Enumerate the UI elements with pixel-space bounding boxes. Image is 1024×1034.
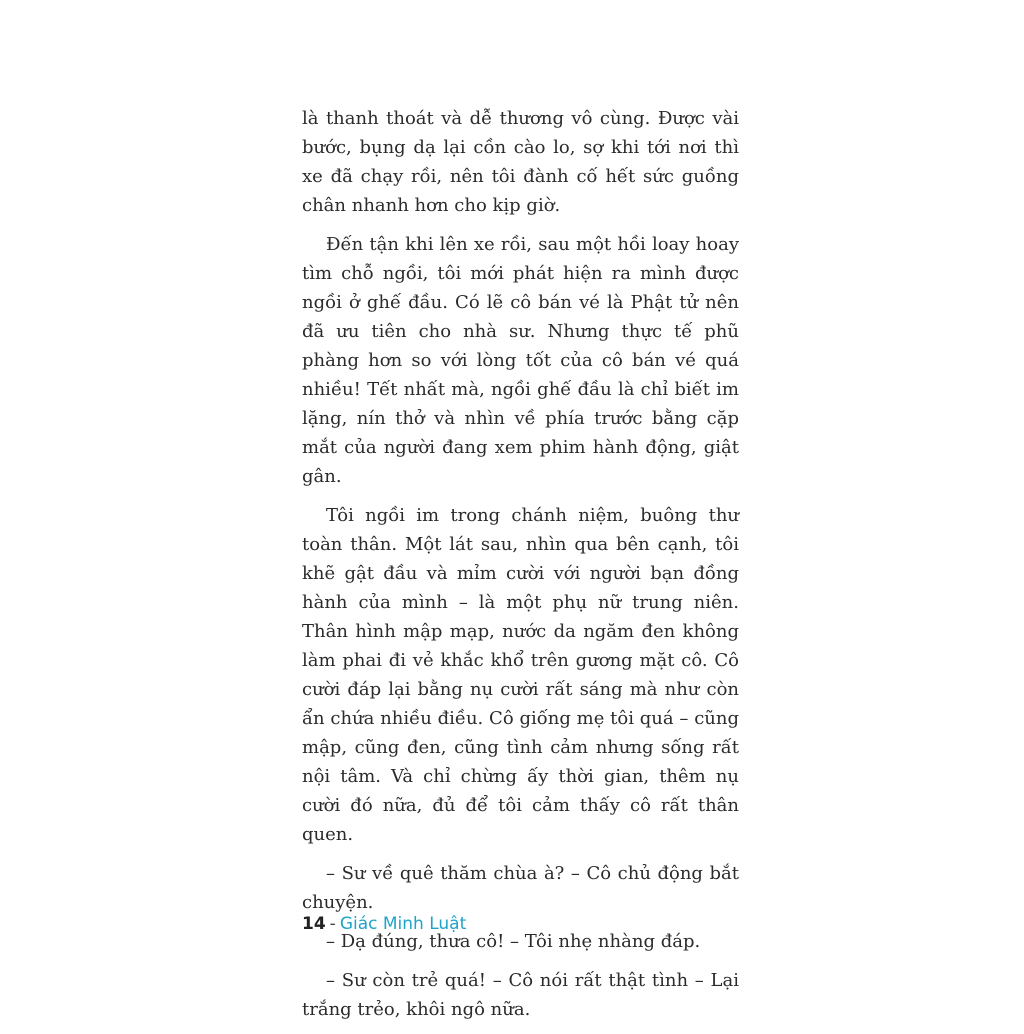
page-footer — [302, 912, 466, 936]
footer-separator: - — [329, 914, 336, 934]
dialogue-line-2: – Dạ đúng, thưa cô! – Tôi nhẹ nhàng đáp. — [326, 931, 701, 952]
paragraph-2: Đến tận khi lên xe rồi, sau một hồi loay hoay tìm chỗ ngồi, tôi mới phát hiện ra mình được ngồi ở ghế đầu. Có lẽ cô bán vé là Phật tử nên đã ưu tiên cho nhà sư. Nhưng thực tế phũ phàng hơn so với lòng tốt của cô bán vé quá nhiều! Tết nhất mà, ngồi ghế đầu là chỉ biết im lặng, nín thở và nhìn về phía trước bằng cặp mắt của người đang xem phim hành động, giật gân. — [302, 234, 739, 487]
page-number: 14 — [302, 914, 326, 934]
dialogue-line-1: – Sư về quê thăm chùa à? – Cô chủ động bắt chuyện. — [302, 863, 739, 913]
body-text — [302, 104, 739, 1034]
book-title: Giác Minh Luật — [339, 914, 467, 934]
paragraph-3: Tôi ngồi im trong chánh niệm, buông thư toàn thân. Một lát sau, nhìn qua bên cạnh, tôi khẽ gật đầu và mỉm cười với người bạn đồng hành của mình – là một phụ nữ trung niên. Thân hình mập mạp, nước da ngăm đen không làm phai đi vẻ khắc khổ trên gương mặt cô. Cô cười đáp lại bằng nụ cười rất sáng mà như còn ẩn chứa nhiều điều. Cô giống mẹ tôi quá – cũng mập, cũng đen, cũng tình cảm nhưng sống rất nội tâm. Và chỉ chừng ấy thời gian, thêm nụ cười đó nữa, đủ để tôi cảm thấy cô rất thân quen. — [302, 505, 739, 845]
dialogue-line-3: – Sư còn trẻ quá! – Cô nói rất thật tình – Lại trắng trẻo, khôi ngô nữa. — [302, 970, 739, 1020]
paragraph-1: là thanh thoát và dễ thương vô cùng. Được vài bước, bụng dạ lại cồn cào lo, sợ khi tới nơi thì xe đã chạy rồi, nên tôi đành cố hết sức guồng chân nhanh hơn cho kịp giờ. — [302, 108, 739, 216]
